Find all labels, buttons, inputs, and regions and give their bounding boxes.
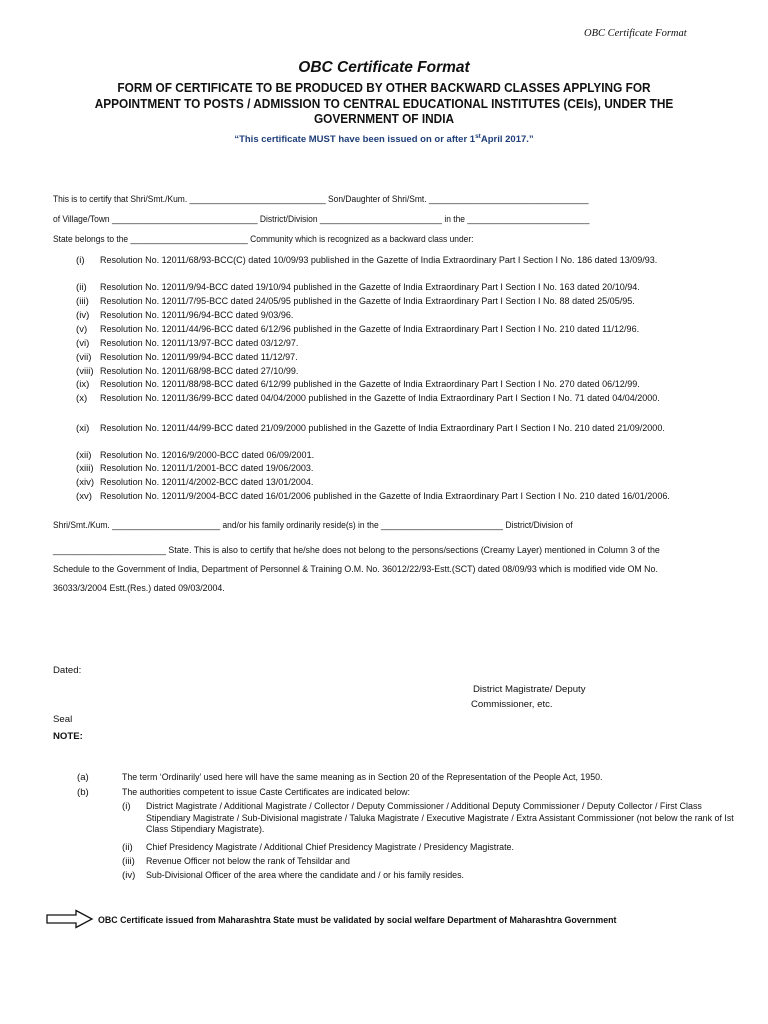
note-number: (b) <box>77 787 89 798</box>
note-heading: NOTE: <box>53 731 83 742</box>
form-line-village: of Village/Town _______________________________ District/Division __________________________ in the __________________________ <box>53 214 590 225</box>
resolution-text: Resolution No. 12011/1/2001-BCC dated 19/06/2003. <box>100 463 314 474</box>
authority-number: (i) <box>122 801 131 812</box>
authority-text: District Magistrate / Additional Magistrate / Collector / Deputy Commissioner / Additional Deputy Commissioner / Deputy Collector / First Class Stipendiary Magistrate / Sub-Divisional magistrate / Taluka Magistrate / Executive Magistrate / Extra Assistant Commissioner (not below the rank of Ist Class Stipendiary Magistrate). <box>146 801 734 835</box>
resolution-text: Resolution No. 12011/4/2002-BCC dated 13/01/2004. <box>100 477 314 488</box>
creamy-layer-paragraph: _______________________ State. This is also to certify that he/she does not belong to the persons/sections (Creamy Layer) mentioned in Column 3 of the Schedule to the Government of India, Department of Personnel & Training O.M. No. 36012/22/93-Estt.(SCT) dated 08/09/93 which is modified vide OM No. 36033/3/2004 Estt.(Res.) dated 09/03/2004. <box>53 545 660 594</box>
running-header: OBC Certificate Format <box>584 28 687 39</box>
note-number: (a) <box>77 772 89 783</box>
resolution-number: (xii) <box>76 450 92 461</box>
resolution-text: Resolution No. 12011/13/97-BCC dated 03/12/97. <box>100 338 299 349</box>
resolution-number: (ii) <box>76 282 87 293</box>
resolution-number: (v) <box>76 324 88 335</box>
resolution-text: Resolution No. 12011/7/95-BCC dated 24/05/95 published in the Gazette of India Extraordinary Part I Section I No. 88 dated 25/05/95. <box>100 296 635 307</box>
resolution-number: (i) <box>76 255 85 266</box>
note-text: The authorities competent to issue Caste Certificates are indicated below: <box>122 787 410 798</box>
resolution-number: (iii) <box>76 296 89 307</box>
notice-superscript: st <box>475 133 481 140</box>
maharashtra-validation-note: OBC Certificate issued from Maharashtra State must be validated by social welfare Department of Maharashtra Government <box>98 915 617 926</box>
issue-date-notice <box>0 133 768 145</box>
resolution-text: Resolution No. 12016/9/2000-BCC dated 06/09/2001. <box>100 450 315 461</box>
authority-text: Sub-Divisional Officer of the area where the candidate and / or his family resides. <box>146 870 464 881</box>
resolution-text: Resolution No. 12011/68/93-BCC(C) dated 10/09/93 published in the Gazette of India Extraordinary Part I Section I No. 186 dated 13/09/93. <box>100 255 658 266</box>
resolution-text: Resolution No. 12011/44/96-BCC dated 6/12/96 published in the Gazette of India Extraordinary Part I Section I No. 210 dated 11/12/96. <box>100 324 640 335</box>
resolution-text: Resolution No. 12011/44/99-BCC dated 21/09/2000 published in the Gazette of India Extraordinary Part I Section I No. 210 dated 21/09/2000. <box>100 423 665 434</box>
document-subtitle: FORM OF CERTIFICATE TO BE PRODUCED BY OTHER BACKWARD CLASSES APPLYING FOR APPOINTMENT TO POSTS / ADMISSION TO CENTRAL EDUCATIONAL INSTITUTES (CEIs), UNDER THE GOVERNMENT OF INDIA <box>94 81 674 126</box>
resolution-number: (xv) <box>76 491 92 502</box>
seal-label: Seal <box>53 714 73 725</box>
signatory-line-2: Commissioner, etc. <box>471 699 553 710</box>
authority-text: Revenue Officer not below the rank of Tehsildar and <box>146 856 350 867</box>
resolution-text: Resolution No. 12011/9/2004-BCC dated 16/01/2006 published in the Gazette of India Extraordinary Part I Section I No. 210 dated 16/01/2006. <box>100 491 670 502</box>
signatory-line-1: District Magistrate/ Deputy <box>473 684 586 695</box>
resolution-text: Resolution No. 12011/88/98-BCC dated 6/12/99 published in the Gazette of India Extraordinary Part I Section I No. 270 dated 06/12/99. <box>100 379 640 390</box>
resolution-text: Resolution No. 12011/96/94-BCC dated 9/03/96. <box>100 310 294 321</box>
resolution-number: (x) <box>76 393 88 404</box>
right-arrow-outline-icon <box>46 909 94 929</box>
note-text: The term ‘Ordinarily’ used here will have the same meaning as in Section 20 of the Representation of the People Act, 1950. <box>122 772 603 783</box>
resolution-text: Resolution No. 12011/9/94-BCC dated 19/10/94 published in the Gazette of India Extraordinary Part I Section I No. 163 dated 20/10/94. <box>100 282 640 293</box>
resolution-number: (viii) <box>76 366 94 377</box>
resolution-number: (vi) <box>76 338 90 349</box>
form-line-community: State belongs to the _________________________ Community which is recognized as a backward class under: <box>53 234 474 245</box>
dated-label: Dated: <box>53 665 82 676</box>
resolution-text: Resolution No. 12011/68/98-BCC dated 27/10/99. <box>100 366 299 377</box>
authority-number: (iii) <box>122 856 135 867</box>
document-title: OBC Certificate Format <box>298 59 470 76</box>
resolution-number: (iv) <box>76 310 90 321</box>
form-line-name: This is to certify that Shri/Smt./Kum. _____________________________ Son/Daughter of Shri/Smt. __________________________________ <box>53 194 589 205</box>
notice-text-after: April 2017.” <box>480 134 534 146</box>
residence-line: Shri/Smt./Kum. _______________________ and/or his family ordinarily reside(s) in the __________________________ District/Division of <box>53 520 573 531</box>
authority-number: (ii) <box>122 842 133 853</box>
authority-number: (iv) <box>122 870 136 881</box>
resolution-number: (xiii) <box>76 463 94 474</box>
resolution-number: (xi) <box>76 423 90 434</box>
resolution-number: (ix) <box>76 379 90 390</box>
resolution-number: (vii) <box>76 352 92 363</box>
resolution-text: Resolution No. 12011/99/94-BCC dated 11/12/97. <box>100 352 298 363</box>
resolution-number: (xiv) <box>76 477 95 488</box>
resolution-text: Resolution No. 12011/36/99-BCC dated 04/04/2000 published in the Gazette of India Extraordinary Part I Section I No. 71 dated 04/04/2000. <box>100 393 660 404</box>
notice-text-before: “This certificate MUST have been issued on or after 1 <box>234 134 476 146</box>
authority-text: Chief Presidency Magistrate / Additional Chief Presidency Magistrate / Presidency Magistrate. <box>146 842 514 853</box>
